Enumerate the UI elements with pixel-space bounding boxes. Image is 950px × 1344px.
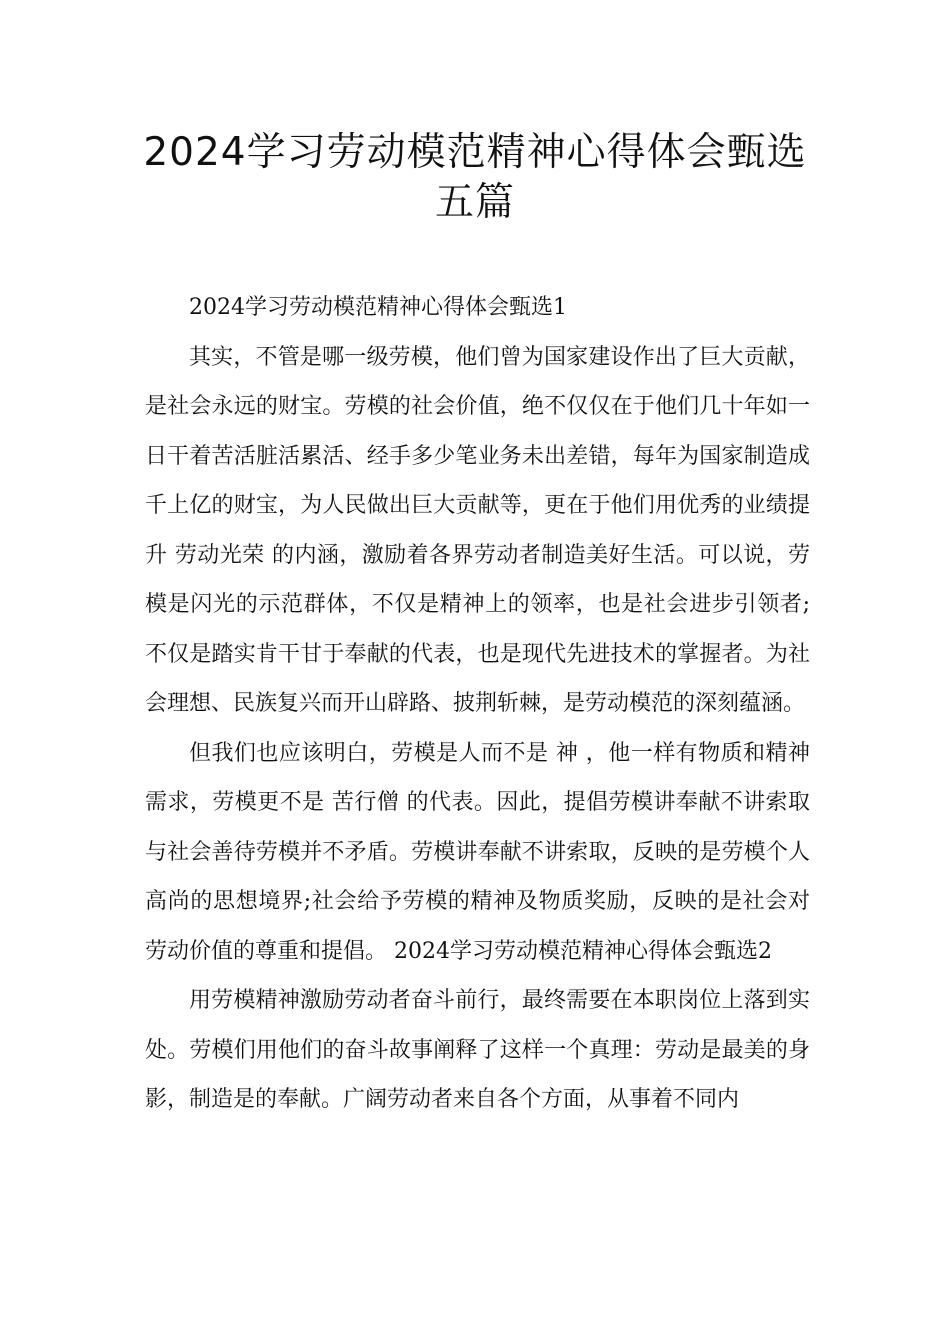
paragraph: 但我们也应该明白，劳模是人而不是 神 ，他一样有物质和精神需求，劳模更不是 苦行僧 的代表。因此，提倡劳模讲奉献不讲索取与社会善待劳模并不矛盾。劳模讲奉献不讲索取，反映的是劳模个人高尚的思想境界;社会给予劳模的精神及物质奖励，反映的是社会对劳动价值的尊重和提倡。 2024学习劳动模范精神心得体会甄选2: [145, 740, 810, 964]
document-body: [145, 283, 810, 1125]
paragraph: 用劳模精神激励劳动者奋斗前行，最终需要在本职岗位上落到实处。劳模们用他们的奋斗故事阐释了这样一个真理：劳动是最美的身影，制造是的奉献。广阔劳动者来自各个方面，从事着不同内: [145, 988, 810, 1112]
paragraph: 其实，不管是哪一级劳模，他们曾为国家建设作出了巨大贡献，是社会永远的财宝。劳模的社会价值，绝不仅仅在于他们几十年如一日干着苦活脏活累活、经手多少笔业务未出差错，每年为国家制造成千上亿的财宝，为人民做出巨大贡献等，更在于他们用优秀的业绩提升 劳动光荣 的内涵，激励着各界劳动者制造美好生活。可以说，劳模是闪光的示范群体，不仅是精神上的领率，也是社会进步引领者;不仅是踏实肯干甘于奉献的代表，也是现代先进技术的掌握者。为社会理想、民族复兴而开山辟路、披荆斩棘，是劳动模范的深刻蕴涵。: [145, 344, 810, 716]
section-heading-1: 2024学习劳动模范精神心得体会甄选1: [189, 295, 567, 320]
document-title: 2024学习劳动模范精神心得体会甄选五篇: [143, 130, 807, 225]
